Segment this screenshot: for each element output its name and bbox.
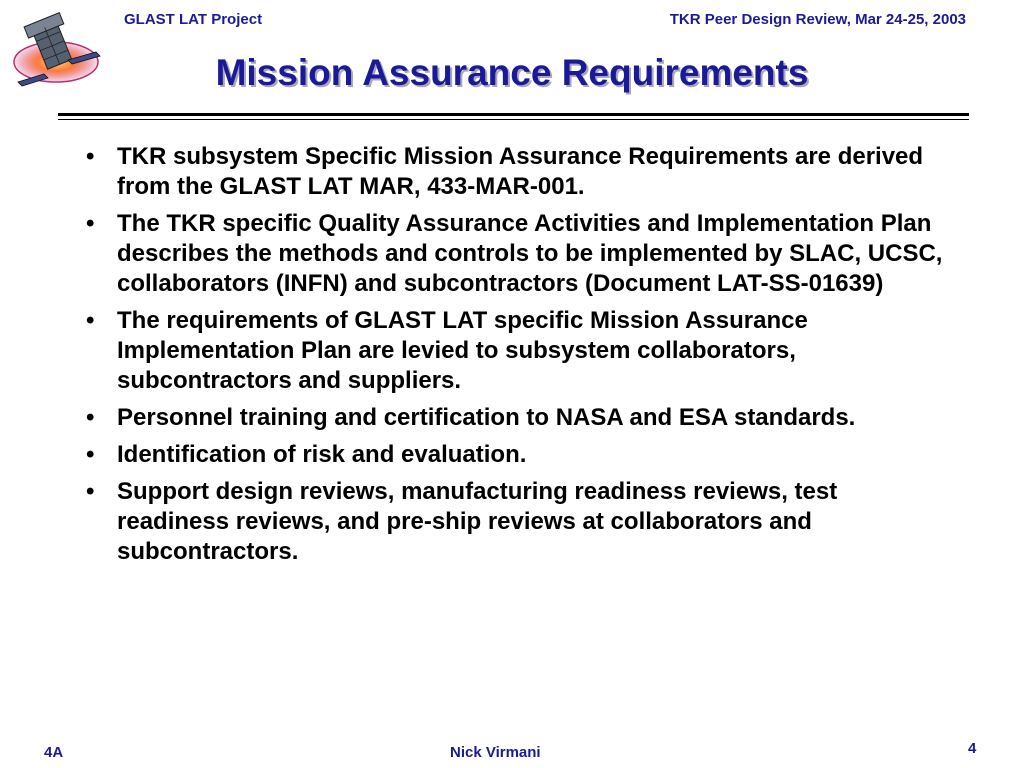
- header-review-info: TKR Peer Design Review, Mar 24-25, 2003: [669, 11, 966, 28]
- bullet-text: The requirements of GLAST LAT specific Mission Assurance Implementation Plan are levied to subsystem collaborators, subcontractors and suppliers.: [117, 307, 808, 394]
- bullet-icon: •: [86, 143, 95, 170]
- bullet-text: Personnel training and certification to NASA and ESA standards.: [117, 404, 856, 431]
- bullet-item: [72, 209, 952, 299]
- bullet-text: The TKR specific Quality Assurance Activities and Implementation Plan describes the methods and controls to be implemented by SLAC, UCSC, collaborators (INFN) and subcontractors (Document LAT-SS-01639): [117, 210, 943, 297]
- bullet-list: [72, 142, 952, 574]
- page-title: Mission Assurance Requirements: [215, 52, 809, 93]
- title-divider-thin: [58, 119, 969, 120]
- bullet-icon: •: [86, 404, 95, 431]
- title-divider-thick: [58, 113, 969, 116]
- bullet-icon: •: [86, 210, 95, 237]
- bullet-icon: •: [86, 307, 95, 334]
- bullet-item: [72, 440, 952, 470]
- bullet-text: TKR subsystem Specific Mission Assurance Requirements are derived from the GLAST LAT MAR, 433-MAR-001.: [117, 143, 924, 200]
- bullet-item: [72, 477, 952, 567]
- bullet-item: [72, 403, 952, 433]
- header-project-name: GLAST LAT Project: [124, 11, 263, 28]
- bullet-item: [72, 306, 952, 396]
- bullet-icon: •: [86, 441, 95, 468]
- footer-page-number: 4: [968, 740, 977, 757]
- footer-author: Nick Virmani: [450, 744, 541, 761]
- bullet-text: Identification of risk and evaluation.: [117, 441, 527, 468]
- bullet-text: Support design reviews, manufacturing readiness reviews, test readiness reviews, and pre-ship reviews at collaborators and subcontractors.: [117, 478, 838, 565]
- footer-section-id: 4A: [44, 744, 64, 761]
- bullet-item: [72, 142, 952, 202]
- bullet-icon: •: [86, 478, 95, 505]
